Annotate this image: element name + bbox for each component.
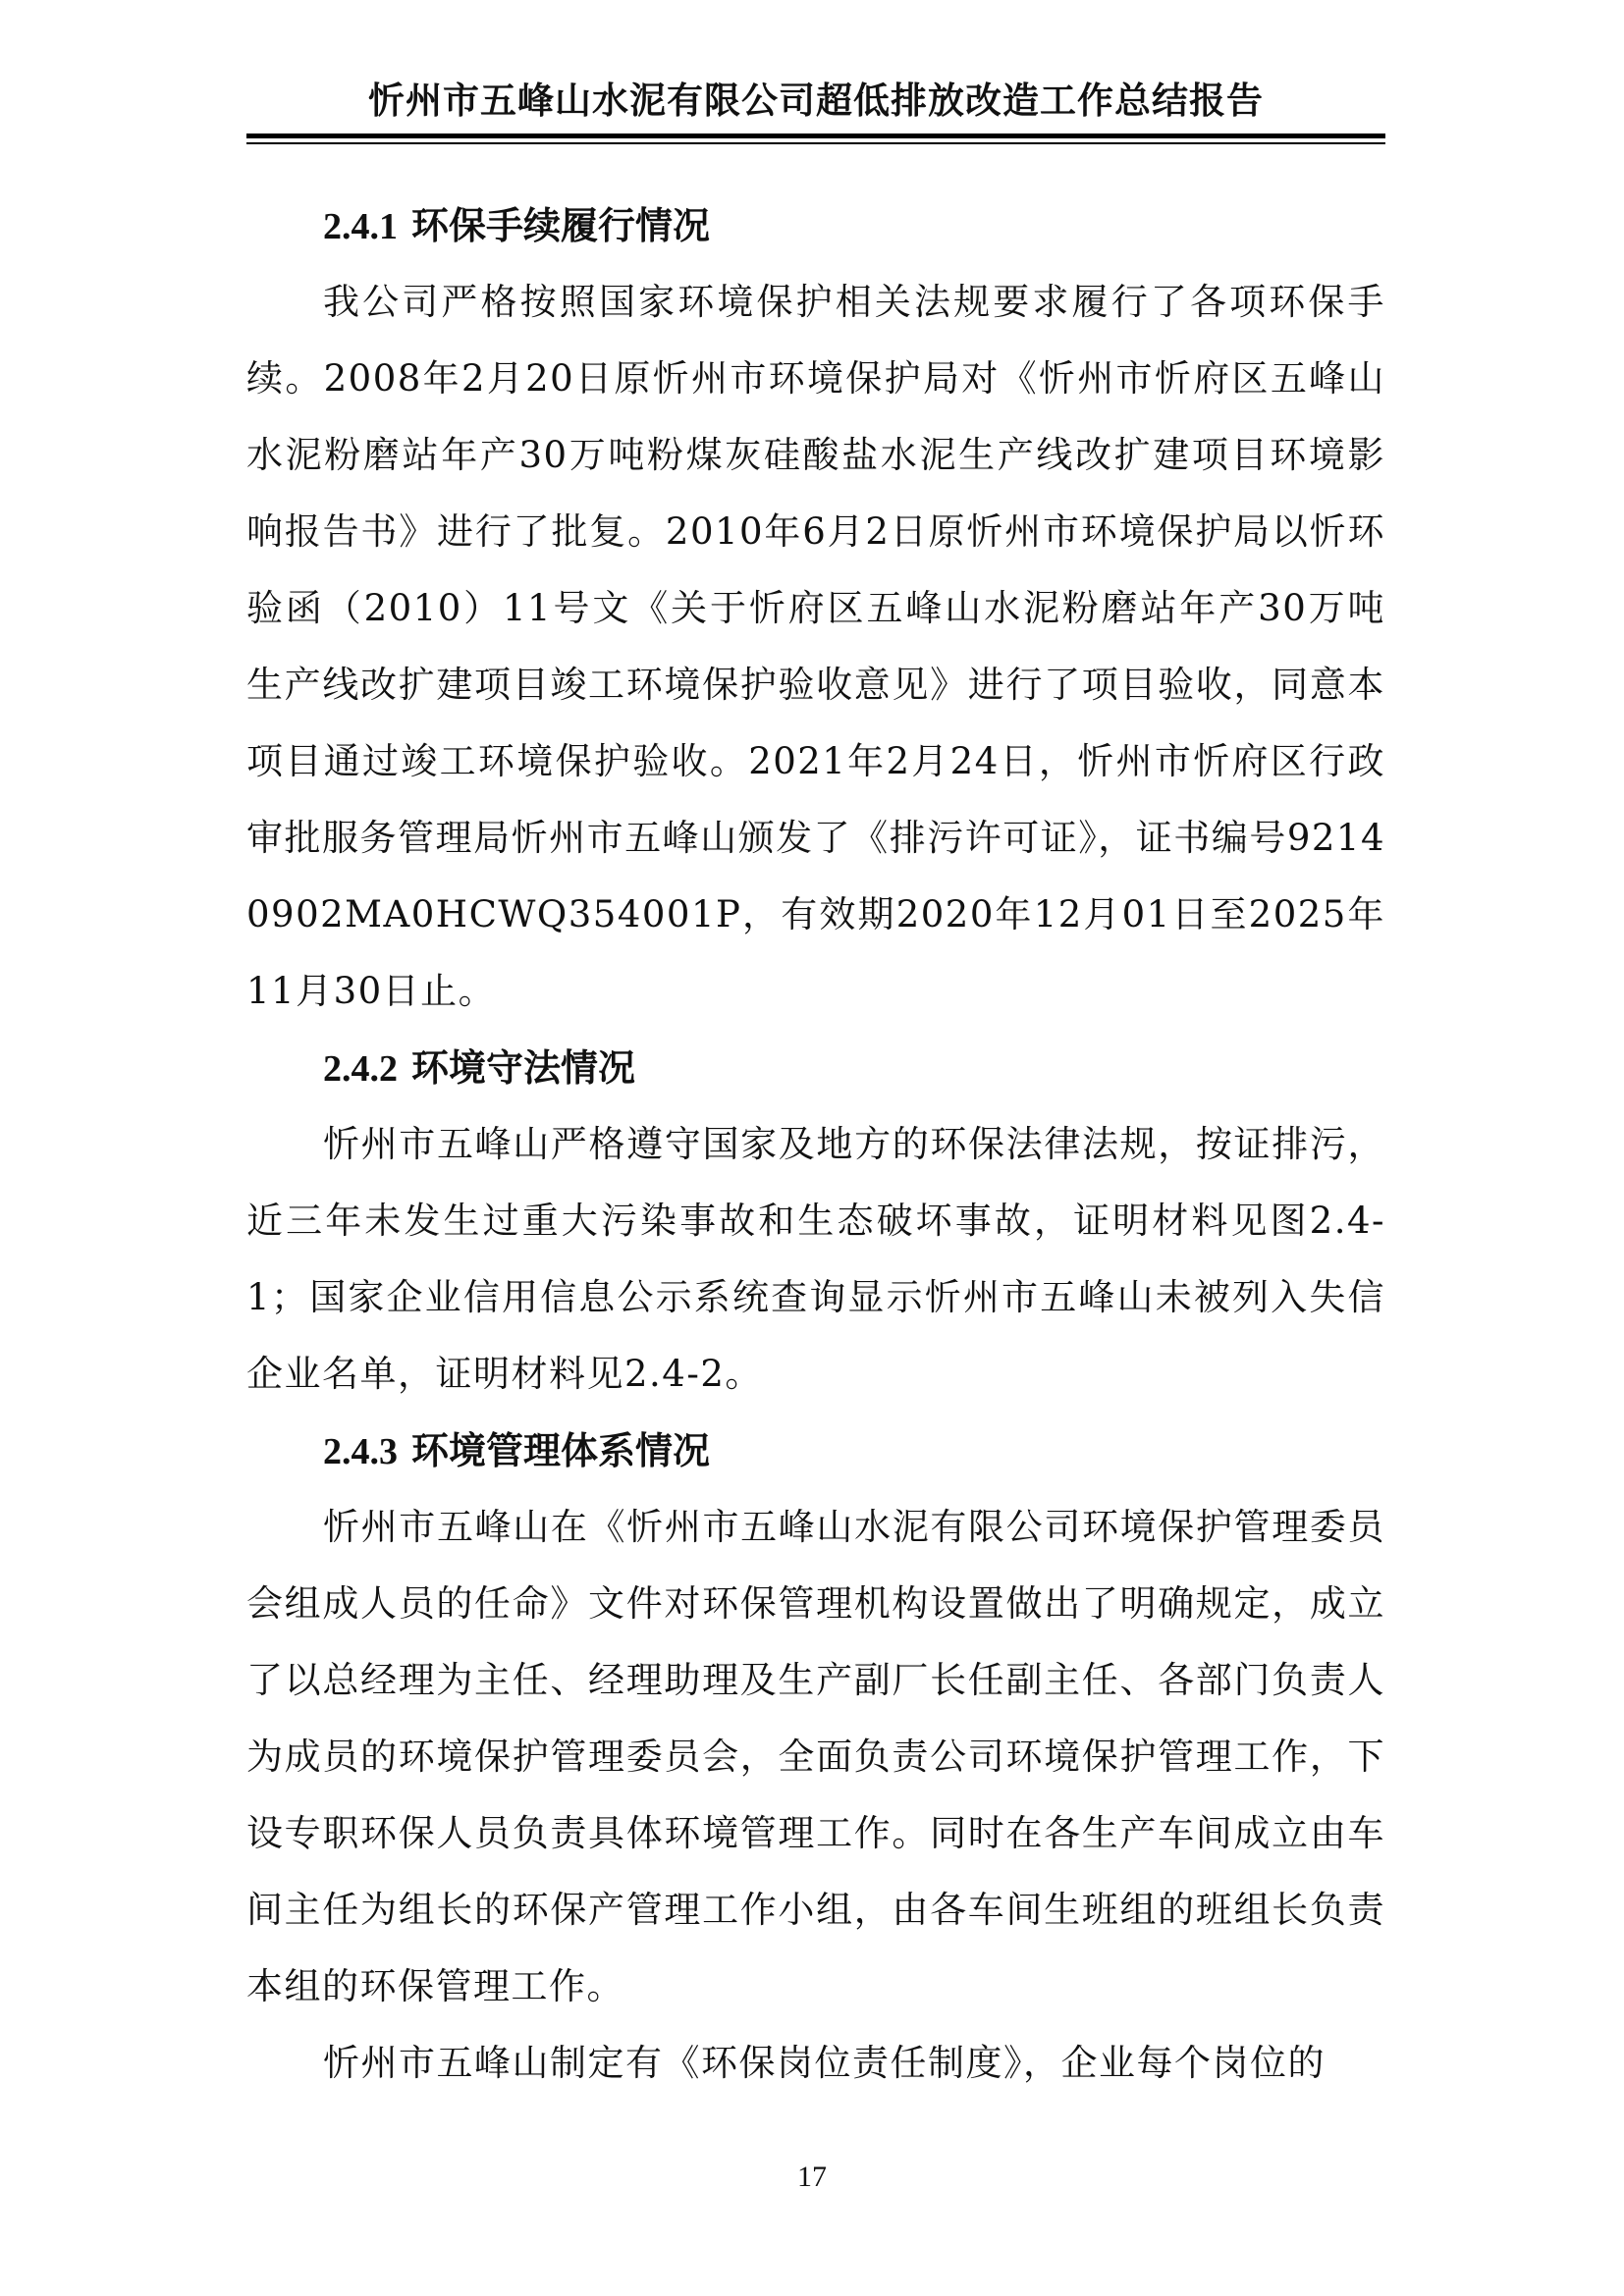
- section-number: 2.4.2: [323, 1048, 398, 1090]
- paragraph: 我公司严格按照国家环境保护相关法规要求履行了各项环保手续。2008年2月20日原忻州市环境保护局对《忻州市忻府区五峰山水泥粉磨站年产30万吨粉煤灰硅酸盐水泥生产线改扩建项目环境影响报告书》进行了批复。2010年6月2日原忻州市环境保护局以忻环验函（2010）11号文《关于忻府区五峰山水泥粉磨站年产30万吨生产线改扩建项目竣工环境保护验收意见》进行了项目验收，同意本项目通过竣工环境保护验收。2021年2月24日，忻州市忻府区行政审批服务管理局忻州市五峰山颁发了《排污许可证》，证书编号92140902MA0HCWQ354001P，有效期2020年12月01日至2025年11月30日止。: [246, 281, 1385, 1012]
- paragraph: 忻州市五峰山严格遵守国家及地方的环保法律法规，按证排污，近三年未发生过重大污染事故和生态破坏事故，证明材料见图2.4-1；国家企业信用信息公示系统查询显示忻州市五峰山未被列入失信企业名单，证明材料见2.4-2。: [246, 1123, 1385, 1395]
- page-number: 17: [797, 2161, 827, 2193]
- section-title: 环境管理体系情况: [411, 1429, 711, 1472]
- page-header-title: 忻州市五峰山水泥有限公司超低排放改造工作总结报告: [368, 80, 1264, 122]
- document-body: [246, 187, 1385, 2102]
- section-title: 环保手续履行情况: [411, 204, 711, 247]
- section-heading-2-4-1: [246, 187, 1385, 264]
- section-number: 2.4.1: [323, 206, 398, 247]
- section-number: 2.4.3: [323, 1431, 398, 1472]
- header-rule-thick: [246, 133, 1385, 138]
- section-title: 环境守法情况: [411, 1046, 636, 1090]
- header-rule-thin: [246, 142, 1385, 144]
- section-heading-2-4-3: [246, 1413, 1385, 1489]
- paragraph: 忻州市五峰山制定有《环保岗位责任制度》，企业每个岗位的: [323, 2042, 1326, 2084]
- paragraph: 忻州市五峰山在《忻州市五峰山水泥有限公司环境保护管理委员会组成人员的任命》文件对环保管理机构设置做出了明确规定，成立了以总经理为主任、经理助理及生产副厂长任副主任、各部门负责人为成员的环境保护管理委员会，全面负责公司环境保护管理工作，下设专职环保人员负责具体环境管理工作。同时在各生产车间成立由车间主任为组长的环保产管理工作小组，由各车间生班组的班组长负责本组的环保管理工作。: [246, 1506, 1385, 2007]
- section-heading-2-4-2: [246, 1030, 1385, 1106]
